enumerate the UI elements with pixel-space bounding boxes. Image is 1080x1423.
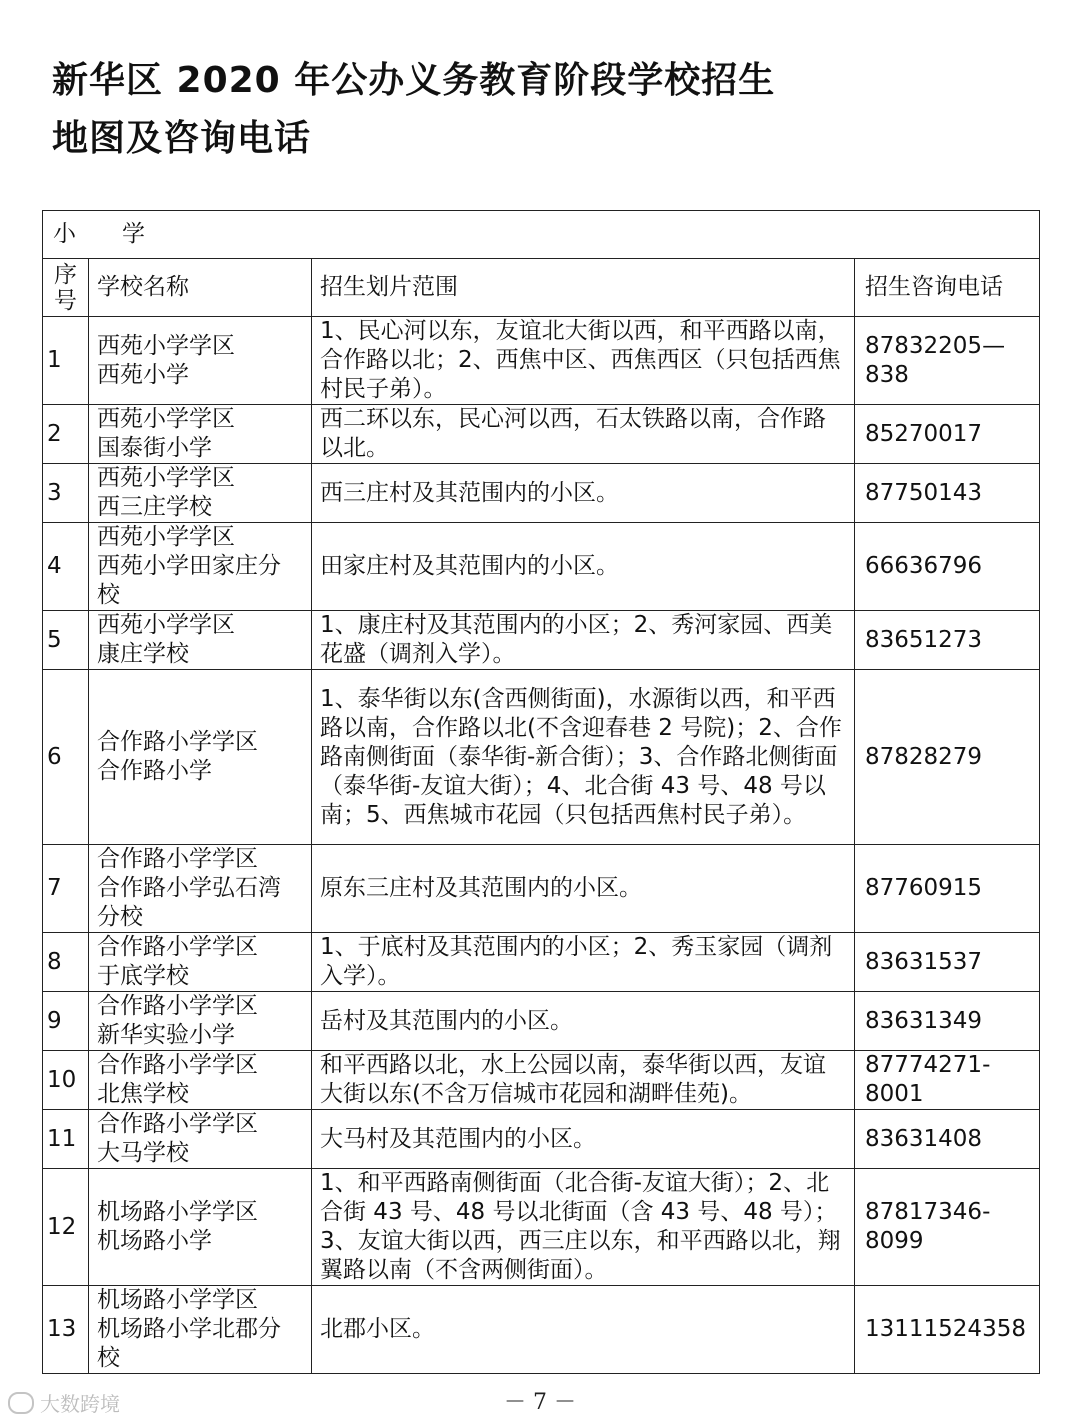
row-seq: 6 (43, 670, 89, 845)
title-line-1: 新华区 2020 年公办义务教育阶段学校招生 (52, 60, 776, 101)
row-school-name (89, 523, 312, 611)
row-range: 田家庄村及其范围内的小区。 (312, 523, 855, 611)
row-school-name (89, 1051, 312, 1110)
row-range: 和平西路以北，水上公园以南，泰华街以西，友谊大街以东(不含万信城市花园和湖畔佳苑)。 (312, 1051, 855, 1110)
watermark-text: 大数跨境 (40, 1392, 120, 1416)
section-label: 小 学 (43, 211, 1040, 259)
table-row (43, 464, 1040, 523)
row-phone: 87750143 (855, 464, 1040, 523)
row-phone: 83631408 (855, 1110, 1040, 1169)
row-school-title: 合作路小学 (97, 758, 212, 784)
row-school-name (89, 464, 312, 523)
row-range: 岳村及其范围内的小区。 (312, 992, 855, 1051)
row-school-district: 西苑小学学区 (97, 524, 235, 550)
header-phone: 招生咨询电话 (855, 259, 1040, 317)
table-row (43, 523, 1040, 611)
row-range: 西二环以东，民心河以西，石太铁路以南，合作路以北。 (312, 405, 855, 464)
row-school-title: 西三庄学校 (97, 494, 212, 520)
row-phone: 83631537 (855, 933, 1040, 992)
row-school-name (89, 317, 312, 405)
row-school-district: 西苑小学学区 (97, 612, 235, 638)
row-seq: 2 (43, 405, 89, 464)
row-school-title: 康庄学校 (97, 641, 189, 667)
table-row (43, 845, 1040, 933)
table-row (43, 1286, 1040, 1374)
header-school-name: 学校名称 (89, 259, 312, 317)
row-school-title: 机场路小学北郡分校 (97, 1316, 281, 1371)
row-school-title: 国泰街小学 (97, 435, 212, 461)
row-range: 1、泰华街以东(含西侧街面)，水源街以西，和平西路以南，合作路以北(不含迎春巷 2 号院)；2、合作路南侧街面（泰华街-新合街）；3、合作路北侧街面（泰华街-友谊大街）；4、北合街 43 号、48 号以南；5、西焦城市花园（只包括西焦村民子弟）。 (312, 670, 855, 845)
page-title (52, 52, 1052, 168)
row-school-district: 西苑小学学区 (97, 465, 235, 491)
row-seq: 4 (43, 523, 89, 611)
row-seq: 11 (43, 1110, 89, 1169)
row-school-district: 机场路小学学区 (97, 1199, 258, 1225)
table-row (43, 317, 1040, 405)
table-row (43, 670, 1040, 845)
row-school-district: 合作路小学学区 (97, 1111, 258, 1137)
row-phone: 83631349 (855, 992, 1040, 1051)
row-school-district: 合作路小学学区 (97, 1052, 258, 1078)
row-seq: 3 (43, 464, 89, 523)
row-seq: 12 (43, 1169, 89, 1286)
row-school-district: 合作路小学学区 (97, 934, 258, 960)
row-school-title: 于底学校 (97, 963, 189, 989)
row-phone: 87760915 (855, 845, 1040, 933)
row-school-name (89, 611, 312, 670)
row-school-title: 合作路小学弘石湾分校 (97, 875, 281, 930)
title-line-2: 地图及咨询电话 (52, 118, 312, 159)
row-school-district: 合作路小学学区 (97, 729, 258, 755)
table-row (43, 933, 1040, 992)
row-range: 1、康庄村及其范围内的小区；2、秀河家园、西美花盛（调剂入学）。 (312, 611, 855, 670)
row-range: 大马村及其范围内的小区。 (312, 1110, 855, 1169)
row-school-district: 西苑小学学区 (97, 406, 235, 432)
row-school-name (89, 845, 312, 933)
header-range: 招生划片范围 (312, 259, 855, 317)
row-range: 1、于底村及其范围内的小区；2、秀玉家园（调剂入学）。 (312, 933, 855, 992)
header-seq: 序号 (43, 259, 89, 317)
table-row (43, 992, 1040, 1051)
row-phone: 13111524358 (855, 1286, 1040, 1374)
row-school-title: 大马学校 (97, 1140, 189, 1166)
row-phone: 87832205—838 (855, 317, 1040, 405)
row-seq: 8 (43, 933, 89, 992)
row-seq: 13 (43, 1286, 89, 1374)
row-phone: 83651273 (855, 611, 1040, 670)
row-seq: 1 (43, 317, 89, 405)
row-school-title: 新华实验小学 (97, 1022, 235, 1048)
row-school-name (89, 1110, 312, 1169)
row-range: 原东三庄村及其范围内的小区。 (312, 845, 855, 933)
row-school-district: 机场路小学学区 (97, 1287, 258, 1313)
row-school-title: 机场路小学 (97, 1228, 212, 1254)
row-school-district: 合作路小学学区 (97, 846, 258, 872)
row-school-district: 西苑小学学区 (97, 332, 235, 359)
row-school-title: 西苑小学 (97, 361, 189, 388)
row-range: 1、民心河以东，友谊北大街以西，和平西路以南，合作路以北；2、西焦中区、西焦西区（只包括西焦村民子弟）。 (312, 317, 855, 405)
row-range: 西三庄村及其范围内的小区。 (312, 464, 855, 523)
row-school-district: 合作路小学学区 (97, 993, 258, 1019)
row-range: 1、和平西路南侧街面（北合街-友谊大街）；2、北合街 43 号、48 号以北街面（含 43 号、48 号）；3、友谊大街以西，西三庄以东，和平西路以北，翔翼路以南（不含两侧街面）。 (312, 1169, 855, 1286)
row-school-name (89, 670, 312, 845)
table-row (43, 1110, 1040, 1169)
page-number: － 7 － (504, 1390, 576, 1415)
row-seq: 5 (43, 611, 89, 670)
section-row (43, 211, 1040, 259)
row-phone: 66636796 (855, 523, 1040, 611)
row-seq: 9 (43, 992, 89, 1051)
row-school-name (89, 1286, 312, 1374)
row-range: 北郡小区。 (312, 1286, 855, 1374)
row-phone: 87828279 (855, 670, 1040, 845)
row-school-title: 北焦学校 (97, 1081, 189, 1107)
row-school-title: 西苑小学田家庄分校 (97, 553, 281, 608)
row-phone: 85270017 (855, 405, 1040, 464)
row-seq: 7 (43, 845, 89, 933)
row-phone: 87774271-8001 (855, 1051, 1040, 1110)
row-phone: 87817346-8099 (855, 1169, 1040, 1286)
row-school-name (89, 992, 312, 1051)
row-school-name (89, 933, 312, 992)
row-school-name (89, 1169, 312, 1286)
table-row (43, 405, 1040, 464)
table-row (43, 611, 1040, 670)
enrollment-table (42, 210, 1040, 1374)
table-row (43, 1169, 1040, 1286)
header-row (43, 259, 1040, 317)
row-school-name (89, 405, 312, 464)
table-row (43, 1051, 1040, 1110)
row-seq: 10 (43, 1051, 89, 1110)
